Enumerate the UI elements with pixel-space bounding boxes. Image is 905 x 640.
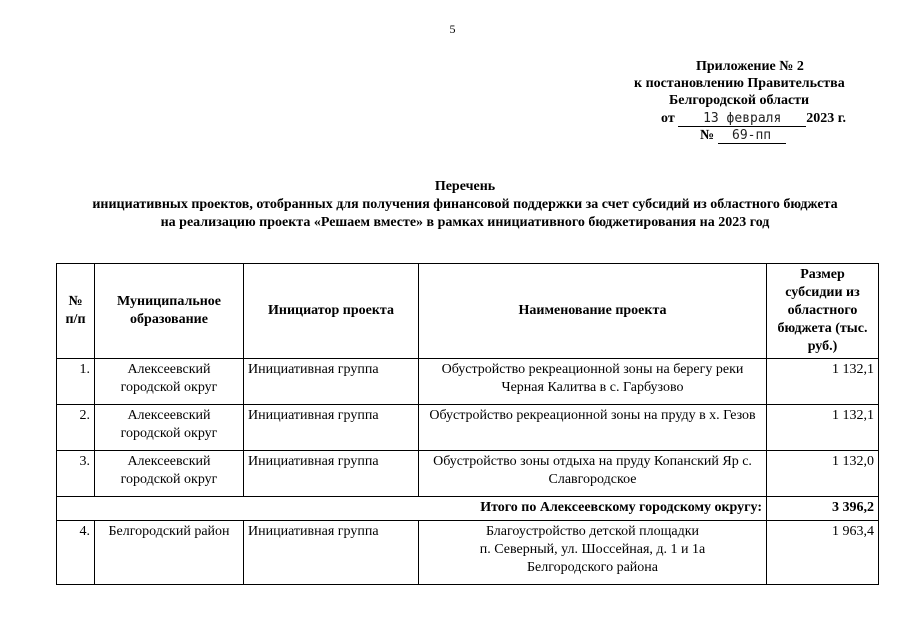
row-amount: 1 963,4 xyxy=(767,521,879,585)
appendix-title: Приложение № 2 xyxy=(696,59,804,74)
row-num: 2. xyxy=(57,405,95,451)
appendix-date-line xyxy=(661,110,846,128)
row-project: Обустройство зоны отдыха на пруду Копанский Яр с. Славгородское xyxy=(419,451,767,497)
header-project: Наименование проекта xyxy=(419,264,767,359)
projects-table xyxy=(56,263,879,585)
document-title xyxy=(40,178,890,232)
row-initiator: Инициативная группа xyxy=(244,359,419,405)
project-line-2: п. Северный, ул. Шоссейная, д. 1 и 1а xyxy=(479,542,706,557)
page-number: 5 xyxy=(449,22,456,36)
title-line-3: на реализацию проекта «Решаем вместе» в рамках инициативного бюджетирования на 2023 год xyxy=(160,215,770,230)
row-amount: 1 132,0 xyxy=(767,451,879,497)
date-prefix: от xyxy=(661,111,675,126)
total-row xyxy=(57,497,879,521)
row-num: 4. xyxy=(57,521,95,585)
handwritten-number: 69-пп xyxy=(718,129,786,144)
row-initiator: Инициативная группа xyxy=(244,405,419,451)
row-municipality: Алексеевский городской округ xyxy=(95,359,244,405)
row-initiator: Инициативная группа xyxy=(244,451,419,497)
appendix-region-line: Белгородской области xyxy=(669,93,810,108)
handwritten-date: 13 февраля xyxy=(678,112,806,127)
date-suffix: 2023 г. xyxy=(806,111,846,126)
table-row xyxy=(57,521,879,585)
row-project: Обустройство рекреационной зоны на берегу реки Черная Калитва в с. Гарбузово xyxy=(419,359,767,405)
table-row xyxy=(57,359,879,405)
project-line-1: Благоустройство детской площадки xyxy=(485,524,700,539)
number-prefix: № xyxy=(700,128,715,143)
total-label: Итого по Алексеевскому городскому округу: xyxy=(57,497,767,521)
header-num: № п/п xyxy=(57,264,95,359)
appendix-number-line xyxy=(700,127,786,145)
row-num: 3. xyxy=(57,451,95,497)
header-initiator: Инициатор проекта xyxy=(244,264,419,359)
table-row xyxy=(57,405,879,451)
title-line-2: инициативных проектов, отобранных для получения финансовой поддержки за счет субсидий из областного бюджета xyxy=(92,197,838,212)
row-municipality: Белгородский район xyxy=(95,521,244,585)
project-line-3: Белгородского района xyxy=(527,560,658,575)
row-amount: 1 132,1 xyxy=(767,405,879,451)
total-amount: 3 396,2 xyxy=(767,497,879,521)
row-initiator: Инициативная группа xyxy=(244,521,419,585)
row-num: 1. xyxy=(57,359,95,405)
row-municipality: Алексеевский городской округ xyxy=(95,405,244,451)
header-municipality: Муниципальное образование xyxy=(95,264,244,359)
title-line-1: Перечень xyxy=(434,179,496,194)
table-row xyxy=(57,451,879,497)
row-municipality: Алексеевский городской округ xyxy=(95,451,244,497)
row-project xyxy=(419,521,767,585)
row-project: Обустройство рекреационной зоны на пруду в х. Гезов xyxy=(419,405,767,451)
row-amount: 1 132,1 xyxy=(767,359,879,405)
header-amount: Размер субсидии из областного бюджета (тыс. руб.) xyxy=(767,264,879,359)
table-header-row xyxy=(57,264,879,359)
appendix-decree-line: к постановлению Правительства xyxy=(634,76,845,91)
